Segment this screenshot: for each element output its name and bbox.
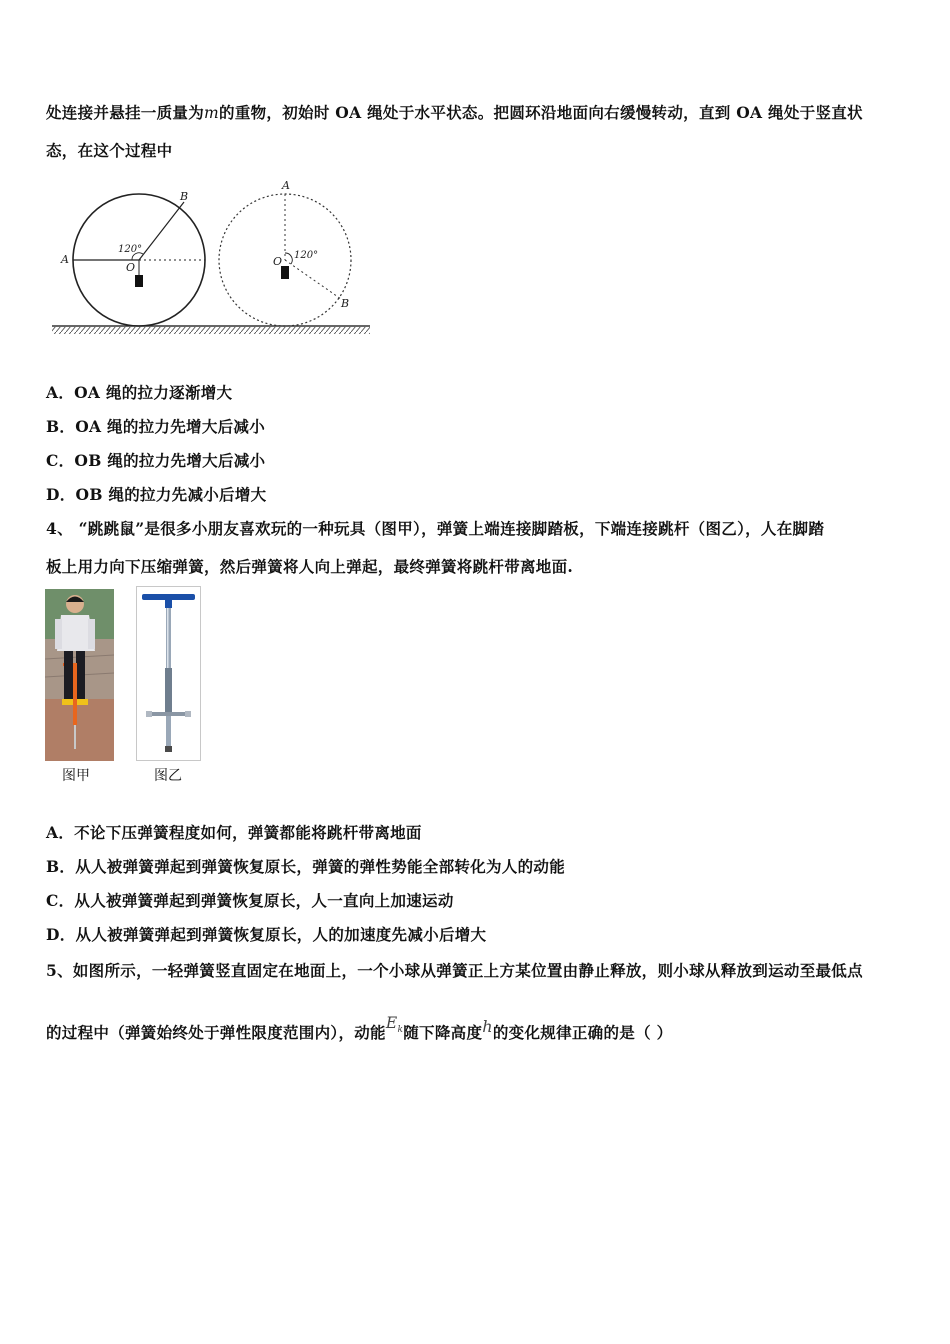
right-label-B: B: [341, 297, 350, 310]
caption-figure-b: 图乙: [154, 768, 182, 784]
right-ring: [219, 179, 351, 326]
left-label-A: A: [61, 253, 69, 266]
left-label-O: O: [126, 261, 136, 274]
q5-text-b: 随下降高度: [403, 1023, 483, 1042]
q4-stem-line2: 板上用力向下压缩弹簧，然后弹簧将人向上弹起，最终弹簧将跳杆带离地面.: [46, 557, 574, 576]
left-weight: [135, 275, 143, 287]
q5-text-a: 的过程中（弹簧始终处于弹性限度范围内），动能: [46, 1023, 386, 1042]
ground-hatch: [52, 327, 370, 334]
caption-figure-a: 图甲: [62, 768, 90, 784]
q5-text-c: 的变化规律正确的是（ ）: [492, 1023, 673, 1042]
q3-option-b: B．OA 绳的拉力先增大后减小: [46, 417, 266, 436]
left-ring: [60, 190, 205, 326]
height-symbol: h: [482, 1017, 493, 1036]
q4-option-d: D．从人被弹簧弹起到弹簧恢复原长，人的加速度先减小后增大: [46, 925, 487, 944]
q3-intro-line2: 态，在这个过程中: [46, 141, 173, 160]
q4-option-b: B．从人被弹簧弹起到弹簧恢复原长，弹簧的弹性势能全部转化为人的动能: [46, 857, 566, 876]
kinetic-energy-symbol: [385, 1014, 404, 1036]
q3-option-a: A．OA 绳的拉力逐渐增大: [46, 383, 233, 402]
q3-intro-line1: [46, 101, 910, 123]
q5-stem-line1: 5、如图所示，一轻弹簧竖直固定在地面上，一个小球从弹簧正上方某位置由静止释放，则小球从释放到运动至最低点: [46, 961, 863, 980]
q3-option-d: D．OB 绳的拉力先减小后增大: [46, 485, 267, 504]
q5-stem-line2: [46, 1014, 910, 1045]
right-label-O: O: [273, 255, 283, 268]
pogo-stick-photo: [136, 586, 201, 761]
left-angle: 120°: [118, 244, 143, 255]
right-weight: [281, 266, 289, 279]
q4-option-c: C．从人被弹簧弹起到弹簧恢复原长，人一直向上加速运动: [46, 891, 454, 910]
q3-intro-text-a: 处连接并悬挂一质量为: [46, 103, 205, 122]
mass-variable: m: [204, 104, 220, 122]
q3-option-c: C．OB 绳的拉力先增大后减小: [46, 451, 266, 470]
ek-subscript: k: [397, 1025, 404, 1036]
q4-option-a: A．不论下压弹簧程度如何，弹簧都能将跳杆带离地面: [46, 823, 422, 842]
left-label-B: B: [180, 190, 189, 203]
right-angle: 120°: [294, 250, 319, 261]
q3-ring-figure: [46, 176, 376, 336]
pogo-child-photo: [45, 589, 114, 761]
q3-intro-text-b: 的重物，初始时 OA 绳处于水平状态。把圆环沿地面向右缓慢转动，直到 OA 绳处于竖直状: [219, 103, 863, 122]
ek-letter: E: [385, 1014, 398, 1032]
right-label-A: A: [282, 179, 290, 192]
q4-stem-line1: 4、 “跳跳鼠”是很多小朋友喜欢玩的一种玩具（图甲），弹簧上端连接脚踏板，下端连接跳杆（图乙），人在脚踏: [46, 519, 825, 538]
